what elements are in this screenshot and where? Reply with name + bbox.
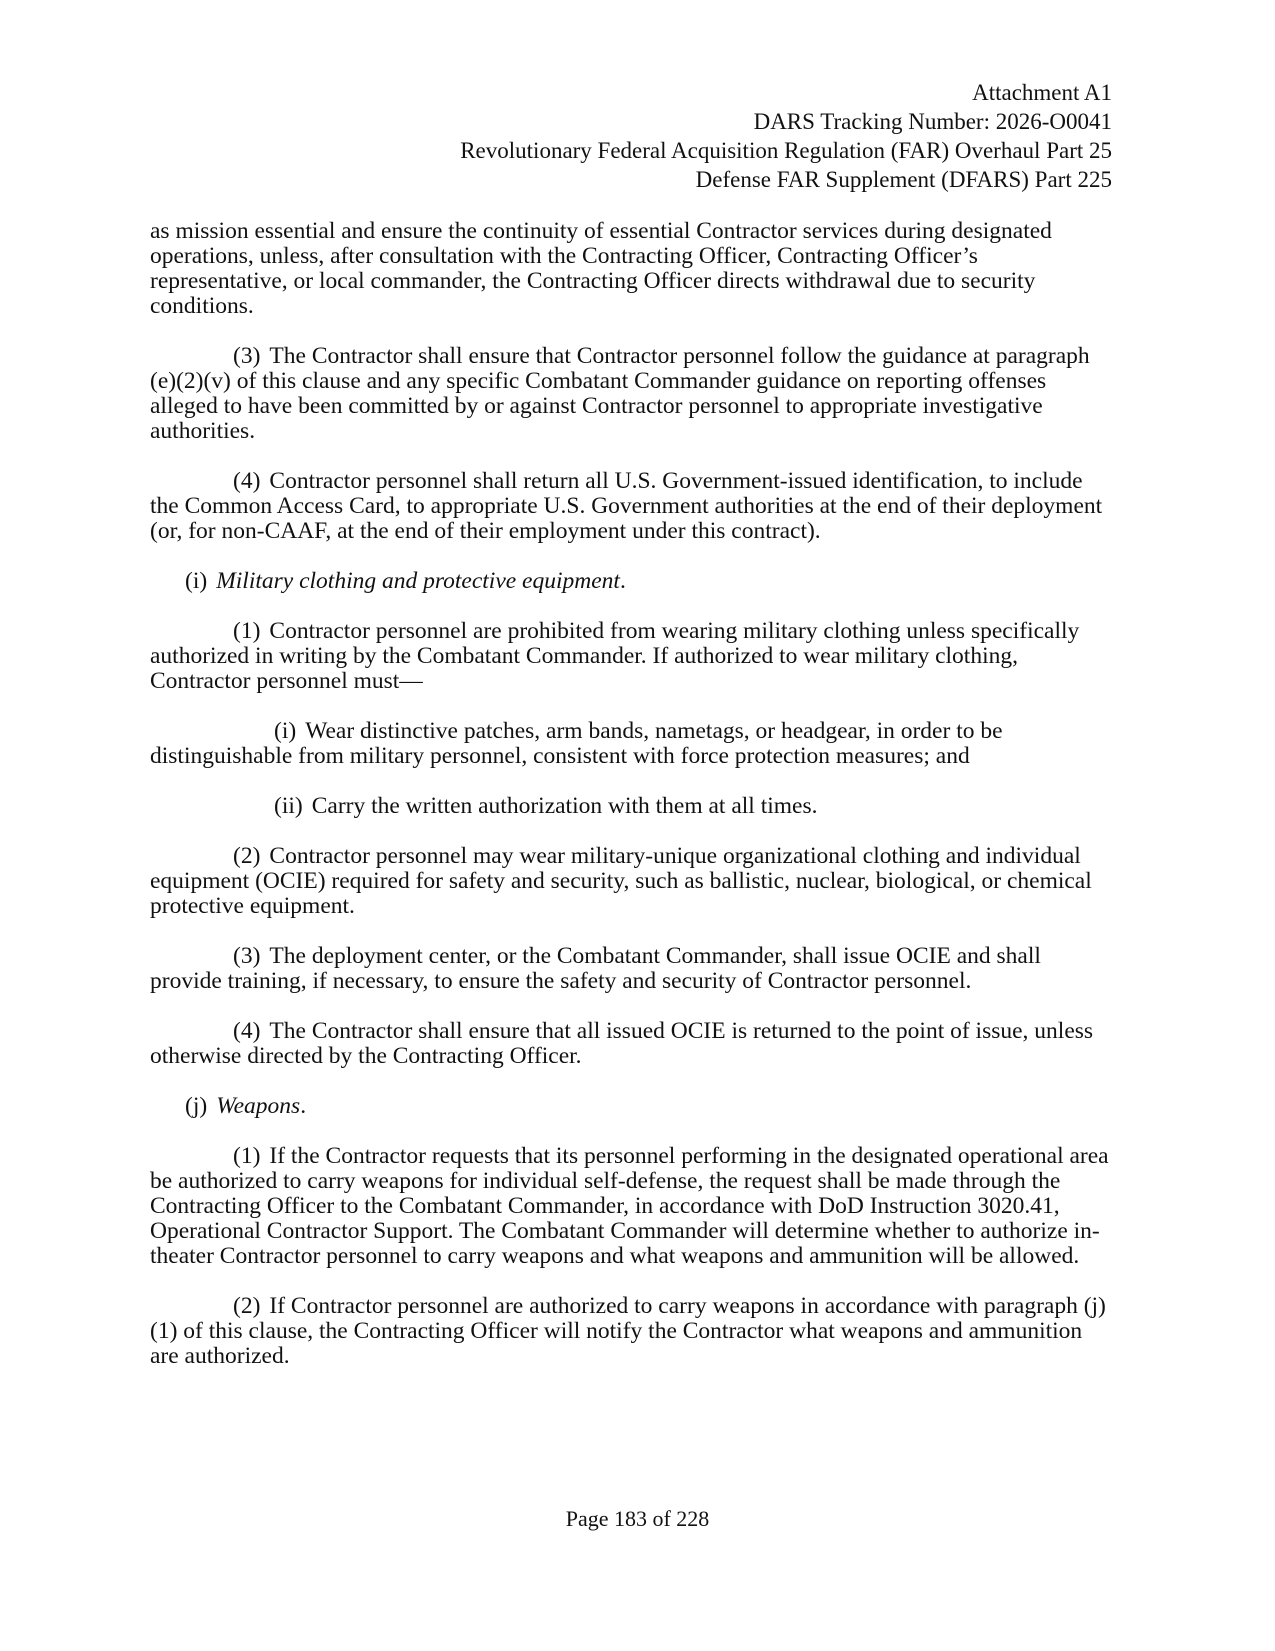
header-dfars-part: Defense FAR Supplement (DFARS) Part 225 — [695, 167, 1112, 192]
header-far-part: Revolutionary Federal Acquisition Regulation (FAR) Overhaul Part 25 — [460, 138, 1112, 163]
page-header — [460, 78, 1112, 194]
paragraph-text: Contractor personnel may wear military-unique organizational clothing and individual equipment (OCIE) required for safety and security, such as ballistic, nuclear, biological, or chemical protective equipment. — [150, 843, 1092, 919]
paragraph-i1-i — [150, 719, 1115, 769]
paragraph-label: (i) — [274, 718, 297, 744]
paragraph-label: (1) — [233, 1143, 261, 1169]
paragraph-label: (2) — [233, 843, 261, 869]
paragraph-i3 — [150, 944, 1115, 994]
paragraph-label: (4) — [233, 468, 261, 494]
paragraph-label: (2) — [233, 1293, 261, 1319]
page-number: Page 183 of 228 — [565, 1506, 710, 1531]
section-title: Weapons — [216, 1093, 301, 1119]
paragraph-text: The Contractor shall ensure that Contractor personnel follow the guidance at paragraph (e)(2)(v) of this clause and any specific Combatant Commander guidance on reporting offenses alleged to have been committed by or against Contractor personnel to appropriate investigative authorities. — [150, 343, 1090, 444]
document-body — [150, 219, 1115, 1394]
section-title: Military clothing and protective equipment — [216, 568, 620, 594]
paragraph-text: Contractor personnel shall return all U.S. Government-issued identification, to include the Common Access Card, to appropriate U.S. Government authorities at the end of their deployment (or, for non-CAAF, at the end of their employment under this contract). — [150, 468, 1103, 544]
paragraph-j1 — [150, 1144, 1115, 1269]
header-attachment: Attachment A1 — [972, 80, 1112, 105]
section-label: (i) — [185, 568, 208, 594]
paragraph-h3 — [150, 344, 1115, 444]
paragraph-i1 — [150, 619, 1115, 694]
paragraph-i4 — [150, 1019, 1115, 1069]
header-tracking-number: DARS Tracking Number: 2026-O0041 — [753, 109, 1112, 134]
paragraph-i1-ii — [150, 794, 1115, 819]
section-period: . — [619, 568, 626, 594]
section-i-heading — [150, 569, 1115, 594]
paragraph-label: (ii) — [274, 793, 303, 819]
paragraph-label: (4) — [233, 1018, 261, 1044]
paragraph-label: (1) — [233, 618, 261, 644]
paragraph-text: The Contractor shall ensure that all issued OCIE is returned to the point of issue, unless otherwise directed by the Contracting Officer. — [150, 1018, 1094, 1069]
paragraph-text: The deployment center, or the Combatant Commander, shall issue OCIE and shall provide training, if necessary, to ensure the safety and security of Contractor personnel. — [150, 943, 1041, 994]
paragraph-h4 — [150, 469, 1115, 544]
paragraph-j2 — [150, 1294, 1115, 1369]
paragraph-i2 — [150, 844, 1115, 919]
paragraph-label: (3) — [233, 343, 261, 369]
section-label: (j) — [185, 1093, 208, 1119]
paragraph-label: (3) — [233, 943, 261, 969]
paragraph-text: If Contractor personnel are authorized to carry weapons in accordance with paragraph (j)(1) of this clause, the Contracting Officer will notify the Contractor what weapons and ammunition are authorized. — [150, 1293, 1106, 1369]
paragraph-text: Contractor personnel are prohibited from wearing military clothing unless specifically authorized in writing by the Combatant Commander. If authorized to wear military clothing, Contractor personnel must— — [150, 618, 1080, 694]
continuation-paragraph: as mission essential and ensure the continuity of essential Contractor services during designated operations, unless, after consultation with the Contracting Officer, Contracting Officer’s representative, or local commander, the Contracting Officer directs withdrawal due to security conditions. — [150, 218, 1052, 319]
section-j-heading — [150, 1094, 1115, 1119]
paragraph-text: Wear distinctive patches, arm bands, nametags, or headgear, in order to be distinguishable from military personnel, consistent with force protection measures; and — [150, 718, 1003, 769]
section-period: . — [300, 1093, 307, 1119]
paragraph-text: If the Contractor requests that its personnel performing in the designated operational area be authorized to carry weapons for individual self-defense, the request shall be made through the Contracting Officer to the Combatant Commander, in accordance with DoD Instruction 3020.41, Operational Contractor Support. The Combatant Commander will determine whether to authorize in-theater Contractor personnel to carry weapons and what weapons and ammunition will be allowed. — [150, 1143, 1109, 1269]
paragraph-text: Carry the written authorization with them at all times. — [311, 793, 818, 819]
